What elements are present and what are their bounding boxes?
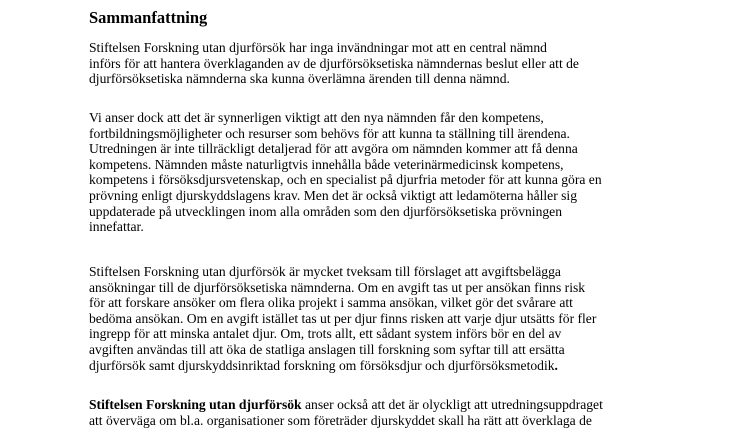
text-line: avgiften användas till att öka de statliga anslagen till forskning som syftar till att ersätta (89, 341, 565, 357)
text-line: uppdaterade på utvecklingen inom alla områden som den djurförsöksetiska prövningen (89, 203, 563, 219)
text-line: ingrepp för att minska antalet djur. Om, trots allt, ett sådant system införs bör en del av (89, 326, 562, 342)
text-line: kompetens. Nämnden måste naturligtvis innehålla både veterinärmedicinsk kompetens, (89, 156, 564, 172)
paragraph-4 (89, 397, 729, 428)
text-line: att överväga om bl.a. organisationer som företräder djurskyddet skall ha rätt att överklaga de (89, 412, 592, 428)
text-line: prövning enligt djurskyddslagens krav. Men det är också viktigt att ledamöterna håller sig (89, 187, 577, 203)
text-line: bedöma ansökan. Om en avgift istället tas ut per djur finns risken att varje djur utsätts för fler (89, 310, 597, 326)
text-line-last (89, 358, 729, 374)
section-heading: Sammanfattning (89, 8, 208, 27)
bold-period: . (554, 357, 558, 373)
paragraph-2 (89, 110, 729, 235)
text-line: ansökningar till de djurförsöksetiska nämnderna. Om en avgift tas ut per ansökan finns risk (89, 279, 586, 295)
text-line: fortbildningsmöjligheter och resurser som behövs för att kunna ta ställning till ärendena. (89, 125, 570, 141)
text-line: djurförsöksetiska nämnderna ska kunna överlämna ärenden till denna nämnd. (89, 71, 510, 87)
text-line: kompetens i försöksdjursvetenskap, och en specialist på djurfria metoder för att kunna göra en (89, 172, 602, 188)
text-line: Stiftelsen Forskning utan djurförsök är mycket tveksam till förslaget att avgiftsbelägga (89, 264, 561, 279)
text-line: Vi anser dock att det är synnerligen viktigt att den nya nämnden får den kompetens, (89, 110, 544, 125)
text-run: anser också att det är olyckligt att utredningsuppdraget (301, 397, 603, 412)
text-line: innefattar. (89, 219, 144, 235)
text-line (89, 397, 729, 413)
text-run: djurförsök samt djurskyddsinriktad forskning om försöksdjur och djurförsöksmetodik (89, 357, 555, 373)
paragraph-3 (89, 264, 729, 373)
bold-subject: Stiftelsen Forskning utan djurförsök (89, 397, 302, 412)
text-line: Utredningen är inte tillräckligt detaljerad för att avgöra om nämnden kommer att få denna (89, 141, 578, 157)
text-line: för att forskare ansöker om flera olika projekt i samma ansökan, vilket gör det svårare att (89, 295, 573, 311)
text-line: Stiftelsen Forskning utan djurförsök har inga invändningar mot att en central nämnd (89, 40, 547, 55)
paragraph-1 (89, 40, 729, 87)
text-line: införs för att hantera överklaganden av de djurförsöksetiska nämndernas beslut eller att de (89, 55, 579, 71)
